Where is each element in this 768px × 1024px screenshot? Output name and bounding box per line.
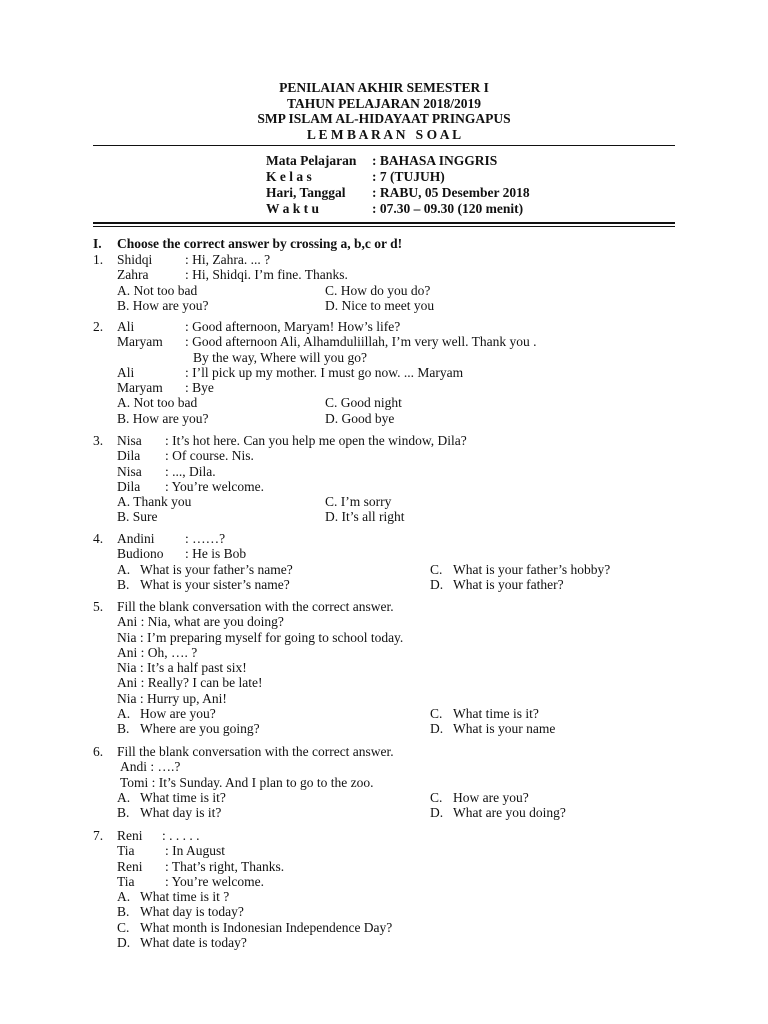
question-number: 1. — [93, 252, 104, 267]
dialogue-line: : Hi, Zahra. ... ? — [185, 252, 271, 267]
divider-double-2 — [93, 226, 675, 227]
option-c-letter: C. — [430, 706, 443, 722]
dialogue-line: : That’s right, Thanks. — [165, 858, 285, 874]
option-d-letter: D. — [430, 576, 444, 592]
dialogue-line: : Of course. Nis. — [165, 448, 254, 464]
section-text: Choose the correct answer by crossing a, b,c or d! — [117, 236, 403, 251]
header-year: TAHUN PELAJARAN 2018/2019 — [286, 95, 481, 111]
option-a[interactable]: A. Thank you — [117, 494, 192, 510]
option-d[interactable]: What are you doing? — [453, 805, 566, 821]
divider-top — [93, 145, 675, 146]
option-d[interactable]: What is your father? — [453, 576, 564, 592]
speaker: Nisa — [117, 433, 142, 448]
dialogue-line: : Good afternoon, Maryam! How’s life? — [185, 319, 401, 334]
question-7 — [0, 828, 768, 950]
question-number: 5. — [93, 599, 104, 614]
time-value: : 07.30 – 09.30 (120 menit) — [372, 201, 524, 216]
dialogue-line: : I’ll pick up my mother. I must go now. ... Maryam — [185, 364, 464, 380]
option-b[interactable]: B. How are you? — [117, 410, 209, 426]
speaker: Shidqi — [117, 252, 153, 267]
dialogue-line: : He is Bob — [185, 546, 247, 562]
date-value: : RABU, 05 Desember 2018 — [372, 185, 530, 200]
option-d[interactable]: What is your name — [453, 721, 556, 737]
question-4 — [0, 531, 768, 592]
dialogue-line: : ..., Dila. — [165, 463, 216, 479]
exam-header — [0, 80, 768, 142]
option-b[interactable]: What day is it? — [140, 805, 222, 821]
option-b-letter: B. — [117, 721, 130, 737]
section-instruction — [0, 236, 768, 251]
dialogue-line: : ……? — [185, 531, 226, 546]
speaker: Tia — [117, 843, 135, 859]
speaker: Zahra — [117, 267, 149, 283]
option-b[interactable]: What is your sister’s name? — [140, 576, 290, 592]
question-number: 4. — [93, 531, 104, 546]
speaker: Reni — [117, 858, 143, 874]
option-b[interactable]: B. Sure — [117, 509, 158, 525]
question-5 — [0, 599, 768, 737]
option-b[interactable]: Where are you going? — [140, 721, 260, 737]
speaker: Andini — [117, 531, 155, 546]
speaker: Reni — [117, 828, 143, 843]
question-2 — [0, 319, 768, 426]
option-c-letter: C. — [117, 919, 130, 935]
option-d[interactable]: D. Good bye — [325, 410, 395, 426]
speaker: Tia — [117, 873, 135, 889]
header-sheet: L E M B A R A N S O A L — [306, 126, 462, 142]
question-instruction: Fill the blank conversation with the correct answer. — [117, 599, 394, 614]
dialogue-line: Nia : I’m preparing myself for going to school today. — [117, 629, 404, 645]
dialogue-line: : You’re welcome. — [165, 478, 264, 494]
speaker: Budiono — [117, 546, 164, 562]
option-b[interactable]: What day is today? — [140, 904, 244, 920]
dialogue-line: : Good afternoon Ali, Alhamduliillah, I’m very well. Thank you . — [185, 334, 537, 350]
question-1 — [0, 252, 768, 313]
option-a[interactable]: How are you? — [140, 706, 216, 722]
option-d-letter: D. — [430, 805, 444, 821]
speaker: Nisa — [117, 463, 142, 479]
subject-label: Mata Pelajaran — [266, 153, 357, 168]
option-a[interactable]: What time is it? — [140, 789, 226, 805]
option-c[interactable]: What is your father’s hobby? — [453, 561, 611, 577]
section-number: I. — [93, 236, 102, 251]
option-a[interactable]: A. Not too bad — [117, 282, 198, 298]
header-title: PENILAIAN AKHIR SEMESTER I — [279, 80, 489, 95]
dialogue-line: Ani : Oh, …. ? — [117, 644, 198, 660]
dialogue-line: Andi : ….? — [120, 759, 181, 775]
option-d[interactable]: What date is today? — [140, 935, 247, 951]
option-d[interactable]: D. It’s all right — [325, 509, 405, 525]
option-a-letter: A. — [117, 889, 131, 905]
option-d[interactable]: D. Nice to meet you — [325, 297, 435, 313]
class-value: : 7 (TUJUH) — [372, 169, 445, 184]
dialogue-line: Nia : It’s a half past six! — [117, 660, 247, 676]
option-c[interactable]: C. Good night — [325, 395, 402, 411]
option-b[interactable]: B. How are you? — [117, 297, 209, 313]
dialogue-line: : In August — [165, 843, 226, 859]
option-a-letter: A. — [117, 789, 131, 805]
question-instruction: Fill the blank conversation with the correct answer. — [117, 744, 394, 759]
divider-double-1 — [93, 222, 675, 224]
option-a[interactable]: What is your father’s name? — [140, 561, 293, 577]
option-d-letter: D. — [430, 721, 444, 737]
option-b-letter: B. — [117, 904, 130, 920]
question-number: 7. — [93, 828, 104, 843]
option-c[interactable]: C. How do you do? — [325, 282, 431, 298]
speaker: Dila — [117, 448, 141, 464]
speaker: Maryam — [117, 380, 163, 396]
dialogue-line: Ani : Nia, what are you doing? — [117, 614, 284, 630]
dialogue-line: Tomi : It’s Sunday. And I plan to go to the zoo. — [120, 774, 374, 790]
option-a-letter: A. — [117, 706, 131, 722]
question-number: 3. — [93, 433, 104, 448]
class-label: K e l a s — [266, 169, 312, 184]
option-b-letter: B. — [117, 805, 130, 821]
dialogue-line: : Bye — [185, 380, 214, 396]
header-school: SMP ISLAM AL-HIDAYAAT PRINGAPUS — [257, 111, 511, 126]
question-6 — [0, 744, 768, 820]
speaker: Dila — [117, 478, 141, 494]
dialogue-line: By the way, Where will you go? — [193, 349, 367, 365]
dialogue-line: Nia : Hurry up, Ani! — [117, 690, 227, 706]
option-a-letter: A. — [117, 561, 131, 577]
dialogue-line: Ani : Really? I can be late! — [117, 675, 263, 691]
dialogue-line: : . . . . . — [162, 828, 200, 843]
option-c[interactable]: What time is it? — [453, 706, 539, 722]
option-c[interactable]: C. I’m sorry — [325, 494, 392, 510]
dialogue-line: : You’re welcome. — [165, 873, 264, 889]
option-a[interactable]: A. Not too bad — [117, 395, 198, 411]
option-c[interactable]: What month is Indonesian Independence Day? — [140, 919, 393, 935]
question-3 — [0, 433, 768, 525]
dialogue-line: : Hi, Shidqi. I’m fine. Thanks. — [185, 267, 348, 283]
time-label: W a k t u — [266, 201, 320, 216]
option-b-letter: B. — [117, 576, 130, 592]
option-a[interactable]: What time is it ? — [140, 889, 230, 905]
date-label: Hari, Tanggal — [266, 185, 346, 200]
speaker: Ali — [117, 319, 135, 334]
option-c-letter: C. — [430, 561, 443, 577]
subject-value: : BAHASA INGGRIS — [372, 153, 498, 168]
speaker: Ali — [117, 364, 135, 380]
question-number: 6. — [93, 744, 104, 759]
option-d-letter: D. — [117, 935, 131, 951]
question-number: 2. — [93, 319, 104, 334]
option-c-letter: C. — [430, 789, 443, 805]
option-c[interactable]: How are you? — [453, 789, 529, 805]
dialogue-line: : It’s hot here. Can you help me open the window, Dila? — [165, 433, 467, 448]
speaker: Maryam — [117, 334, 163, 350]
